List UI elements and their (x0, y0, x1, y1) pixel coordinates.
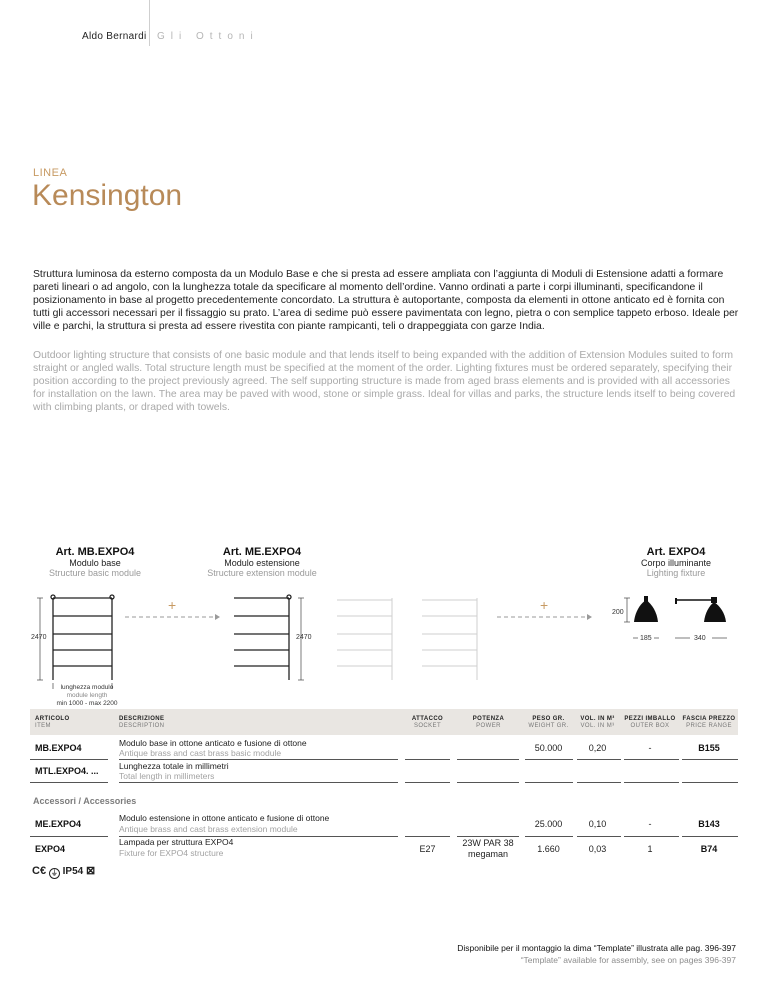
row-code: ME.EXPO4 (35, 819, 82, 829)
row-volume: 0,03 (588, 844, 607, 854)
row-desc-it: Modulo estensione in ottone anticato e fusione di ottone (119, 813, 330, 823)
row-divider (30, 782, 108, 783)
product-art: Art. ME.EXPO4 (222, 546, 302, 558)
arrow-head-2-icon (587, 614, 592, 620)
arrow-head-1-icon (215, 614, 220, 620)
certification-marks (32, 864, 95, 879)
row-box: - (648, 743, 652, 753)
product-art: Art. EXPO4 (646, 546, 706, 558)
row-desc-it: Modulo base in ottone anticato e fusione di ottone (119, 738, 307, 748)
col-outer-box: PEZZI IMBALLO OUTER BOX (624, 716, 676, 729)
row-divider (457, 782, 519, 783)
footer-note-it: Disponibile per il montaggio la dima “Template” illustrata alle pag. 396-397 (457, 943, 736, 953)
lamp-front-drawing (624, 596, 658, 622)
brand-name: Aldo Bernardi (82, 31, 147, 42)
product-name-en: Structure extension module (207, 568, 317, 578)
ground-symbol-icon: ⏚ (50, 870, 58, 877)
row-weight: 1.660 (537, 844, 560, 854)
lamp-width-label-1: 185 (640, 635, 652, 642)
weee-bin-icon: ⊠ (85, 865, 96, 877)
col-weight: PESO GR. WEIGHT GR. (528, 716, 569, 729)
product-name-it: Modulo base (69, 558, 121, 568)
col-volume: VOL. IN M³ VOL. IN M³ (580, 716, 615, 729)
product-name-en: Lighting fixture (646, 568, 706, 578)
row-volume: 0,20 (588, 743, 607, 753)
lamp-height-label: 200 (612, 609, 624, 616)
col-item: ARTICOLO ITEM (35, 716, 70, 729)
extension-module-drawing (234, 595, 291, 680)
row-desc-en: Fixture for EXPO4 structure (119, 848, 224, 858)
row-desc-en: Total length in millimeters (119, 771, 215, 781)
section-label: LINEA (33, 167, 68, 179)
product-heading-extension (187, 546, 337, 578)
series-name: Gli Ottoni (157, 31, 259, 42)
row-power: 23W PAR 38 megaman (462, 838, 514, 859)
row-desc-en: Antique brass and cast brass extension module (119, 824, 298, 834)
row-price: B143 (698, 819, 720, 829)
module-length-note (52, 684, 122, 708)
row-divider (405, 782, 450, 783)
height-label-a: 2470 (31, 634, 47, 641)
row-desc-it: Lampada per struttura EXPO4 (119, 837, 234, 847)
row-divider (682, 782, 738, 783)
module-length-en: module length (66, 692, 108, 699)
ce-mark-icon: C€ (32, 865, 47, 877)
row-price: B155 (698, 743, 720, 753)
ghost-modules-drawing (337, 598, 477, 680)
lamp-width-label-2: 340 (694, 635, 706, 642)
product-name-en: Structure basic module (48, 568, 142, 578)
lamp-side-drawing (676, 597, 726, 622)
row-box: - (648, 819, 652, 829)
row-price: B74 (700, 844, 718, 854)
plus-sign-1: + (168, 597, 177, 613)
row-divider (525, 782, 573, 783)
module-length-it: lunghezza modulo (60, 684, 114, 691)
table-row (30, 837, 738, 861)
module-length-range: min 1000 - max 2200 (56, 700, 118, 707)
row-divider (577, 782, 621, 783)
col-description: DESCRIZIONE DESCRIPTION (119, 716, 165, 729)
row-divider (119, 782, 398, 783)
product-art: Art. MB.EXPO4 (55, 546, 135, 558)
row-code: MTL.EXPO4. ... (35, 766, 99, 776)
row-code: EXPO4 (35, 844, 66, 854)
accessories-heading: Accessori / Accessories (33, 796, 137, 806)
ip-rating: IP54 (62, 866, 84, 877)
basic-module-drawing (51, 595, 114, 680)
row-weight: 50.000 (534, 743, 563, 753)
header-divider (149, 0, 150, 46)
col-price-range: FASCIA PREZZO PRICE RANGE (682, 716, 736, 729)
row-box: 1 (647, 844, 653, 854)
description-english: Outdoor lighting structure that consists of one basic module and that lends itself to being expanded with the addition of Extension Modules suited to form straight or angled walls. Total structure length must be specified at the moment of the order. Lighting fixtures must be ordered separately, specifying their position according to the project previously agreed. The self supporting structure is made from aged brass elements and is provided with all accessories for installation on the lawn. The area may be paved with wood, stone or simple grass. Ideal for villas and parks, the structure lends itself to being covered with climbing plants, or draped with towels. (33, 350, 736, 414)
row-socket: E27 (419, 844, 436, 854)
product-name-it: Modulo estensione (224, 558, 300, 568)
table-row (30, 760, 738, 782)
description-italian: Struttura luminosa da esterno composta da un Modulo Base e che si presta ad essere ampliata con l’aggiunta di Moduli di Estensione adatti a formare pareti lineari o ad angolo, con la lunghezza totale da specificare al momento dell’ordine. Vanno ordinati a parte i corpi illuminanti, specificandone il posizionamento in base al progetto precedentemente concordato. La struttura è autoportante, composta da elementi in ottone anticato ed è fornita con tutti gli accessori necessari per il fissaggio su prato. L’area di sedime può essere pavimentata con legno, pietra o con semplice tappeto erboso. Ideale per ville e parchi, la struttura si presta ad essere rivestita con piante rampicanti, teli o drappeggiata con garze India. (33, 269, 739, 333)
table-row (30, 813, 738, 837)
row-desc-en: Antique brass and cast brass basic module (119, 748, 282, 758)
product-heading-fixture (610, 546, 742, 578)
col-power: POTENZA POWER (472, 716, 505, 729)
row-code: MB.EXPO4 (35, 743, 82, 753)
plus-sign-2: + (540, 597, 549, 613)
height-label-b: 2470 (296, 634, 312, 641)
col-socket: ATTACCO SOCKET (411, 716, 444, 729)
footer-note-en: “Template” available for assembly, see on pages 396-397 (520, 955, 736, 965)
row-weight: 25.000 (534, 819, 563, 829)
page-title: Kensington (32, 179, 183, 212)
product-name-it: Corpo illuminante (640, 558, 712, 568)
product-heading-basic (20, 546, 170, 578)
table-row (30, 737, 738, 761)
row-divider (624, 782, 679, 783)
row-desc-it: Lunghezza totale in millimetri (119, 761, 229, 771)
row-volume: 0,10 (588, 819, 607, 829)
